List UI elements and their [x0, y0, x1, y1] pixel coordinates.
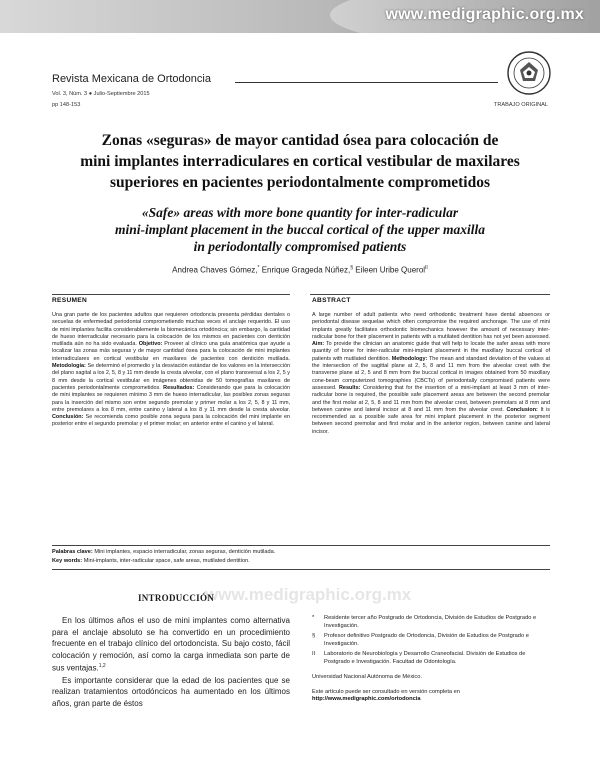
abstract-aim-label: Aim: — [312, 341, 325, 348]
intro-p1-refs: 1,2 — [98, 663, 106, 670]
banner-url[interactable]: www.medigraphic.org.mx — [385, 6, 584, 23]
author-mark: § — [350, 265, 353, 271]
resumen-conclusion-label: Conclusión: — [52, 414, 84, 421]
author-name: Andrea Chaves Gómez, — [172, 265, 258, 275]
author-name: Eileen Uribe Querol — [355, 265, 426, 275]
resumen-results-label: Resultados: — [163, 384, 195, 391]
keywords-top-rule — [52, 545, 550, 546]
keywords-bottom-rule — [52, 569, 550, 570]
author-mark: * — [257, 265, 260, 271]
resumen-text — [52, 312, 290, 429]
keywords-es — [52, 549, 275, 555]
abstract-top-rule — [310, 294, 550, 295]
abstract-conclusion-label: Conclusion: — [506, 406, 538, 413]
title-spanish — [52, 130, 548, 193]
affiliation-mark: § — [312, 633, 316, 640]
online-text: Este artículo puede ser consultado en versión completa en — [312, 688, 460, 695]
abstract-method-label: Methodology: — [391, 355, 428, 362]
keywords-en — [52, 558, 250, 564]
resumen-method: Se determinó el promedio y la desviación estándar de los valores en la intersección del plano sagital a los 2, 5, 8 y 11 mm desde la cresta alveolar, con el plano transversal a los 2, 5 y 8 mm desde la cortical vestibular en imágenes obtenidas de 50 tomografías maxilares de pacientes periodontalmente comprometidos. — [52, 363, 291, 391]
affiliation-item — [312, 651, 550, 667]
resumen-heading: RESUMEN — [52, 297, 88, 304]
page-range: pp 148-153 — [52, 102, 81, 108]
introduccion-heading: INTRODUCCIÓN — [137, 593, 215, 603]
university: Universidad Nacional Autónoma de México. — [312, 673, 423, 680]
keywords-en-text: Mini-implants, inter-radicular space, safe areas, mutilated dentition. — [83, 558, 250, 564]
abstract-aim: To provide the clinician an anatomic guide that will help to locate the safer areas with more quantity of bone for inter-radicular mini-implant placement in the maxillary buccal cortical of patients with mutilated dentition. — [312, 341, 550, 362]
keywords-es-label: Palabras clave: — [52, 549, 93, 555]
title-en-line: in periodontally compromised patients — [193, 239, 407, 254]
intro-p1: En los últimos años el uso de mini implantes como alternativa para el anclaje absoluto se ha convertido en un procedimiento frecuente en el trabajo clínico del ortodoncista. Su bajo costo, fácil colocación y remoción, así como la carga inmediata son parte de sus ventajas. — [52, 616, 290, 674]
resumen-conclusion: Se recomienda como posible zona segura para la colocación del mini implante en posterior entre el segundo premolar y el primer molar; en anterior entre el canino y el lateral. — [52, 414, 290, 428]
resumen-method-label: Metodología: — [52, 363, 86, 370]
keywords-en-label: Key words: — [52, 558, 83, 564]
title-en-line: mini-implant placement in the buccal cortical of the upper maxilla — [114, 222, 486, 237]
watermark: www.medigraphic.org.mx — [205, 585, 412, 604]
resumen-top-rule — [52, 294, 290, 295]
title-es-line: superiores en pacientes periodontalmente comprometidos — [110, 174, 490, 191]
affiliation-text: Profesor definitivo Postgrado de Ortodoncia, División de Estudios de Postgrado e Investigación. — [324, 633, 529, 647]
journal-name: Revista Mexicana de Ortodoncia — [52, 73, 211, 85]
author-name: Enrique Grageda Núñez, — [261, 265, 351, 275]
title-es-line: mini implantes interradiculares en cortical vestibular de maxilares — [80, 153, 520, 170]
keywords-es-text: Mini implantes, espacio interradicular, zonas seguras, dentición mutilada. — [94, 549, 276, 555]
resumen-results: Considerando que para la colocación de mini implantes se requieren mínimo 3 mm de hueso interradicular, las posibles zonas seguras para la inserción del mismo son entre segundo premolar y primer molar a los 2, 5, 8 y 11 mm, entre premolares a los 8 mm, entre canino y lateral a los 8 y 11 mm desde la cresta alveolar. — [52, 384, 291, 413]
affiliation-item — [312, 633, 550, 649]
intro-paragraph — [52, 615, 290, 675]
online-note — [312, 689, 550, 705]
affiliation-text: Residente tercer año Postgrado de Ortodoncia, División de Estudios de Postgrado e Investigación. — [324, 615, 537, 629]
volume-info — [52, 91, 150, 97]
volume: Vol. 3, Núm. 3 — [52, 91, 88, 97]
affiliations — [312, 615, 550, 704]
affiliation-mark: II — [312, 651, 316, 658]
abstract-conclusion: It is recommended as a possible safe area for mini implant placement in the posterior segment between second premolar and first molar and in the anterior region, between canine and lateral incisor. — [312, 406, 550, 435]
author-list — [52, 265, 548, 275]
intro-paragraph — [52, 675, 290, 710]
resumen-intro: Una gran parte de los pacientes adultos que requieren ortodoncia presenta pérdidas dentales o secuelas de enfermedad periodontal comprometiendo muchas veces el anclaje requerido. El uso de mini implantes facilita considerablemente la biomecánica ortodóncica; sin embargo, la cantidad de hueso interradicular necesario para la colocación de los mismos en pacientes con dentición mutilada aún no ha sido evaluada. — [52, 312, 290, 348]
title-english — [52, 204, 548, 255]
online-url[interactable]: http://www.medigraphic.com/ortodoncia — [312, 696, 421, 703]
article-type: TRABAJO ORIGINAL — [493, 102, 548, 108]
affiliation-item — [312, 615, 550, 631]
intro-p2: Es importante considerar que la edad de los pacientes que se realizan tratamientos ortodóncicos ha aumentado en los últimos años, gran parte de éstos — [52, 675, 290, 708]
abstract-method: The mean and standard deviation of the values at the intersection of the sagittal plane at 2, 5, 8 and 11 mm from the alveolar crest with the transverse plane at 2, 5 and 8 mm from the buccal cortical in images obtained from 50 maxillary cone-beam computerized tomographies (CBCTs) of periodontally compromised patients were assessed. — [312, 355, 550, 391]
title-es-line: Zonas «seguras» de mayor cantidad ósea para colocación de — [101, 132, 499, 149]
resumen-objective-label: Objetivo: — [138, 341, 163, 348]
introduccion-body — [52, 615, 290, 709]
affiliation-text: Laboratorio de Neurobiología y Desarrollo Craneofacial. División de Estudios de Postgrado e Investigación. Facultad de Odontología. — [324, 651, 526, 665]
resumen-objective: Proveer al clínico una guía anatómica que ayude a localizar las zonas más seguras y de mayor cantidad ósea para la colocación de mini implantes interradiculares en cortical vestibular en maxilares de pacientes con dentición mutilada. — [52, 341, 290, 362]
abstract-intro: A large number of adult patients who need orthodontic treatment have dental absences or periodontal disease sequelae which often compromise the required anchorage. The use of mini implants greatly facilitates orthodontic biomechanics however the amount of necessary inter-radicular bone for their placement in patients with a mutilated dentition has not yet been assessed. — [312, 312, 550, 340]
author-mark: II — [425, 265, 428, 271]
abstract-heading: ABSTRACT — [312, 297, 351, 304]
bullet-icon: ● — [88, 91, 94, 97]
abstract-results: Considering that for the insertion of a mini-implant at least 3 mm of inter-radicular bone is required, the possible safe placement areas are between the second premolar and the first molar at 2, 5, 8 and 11 mm from the alveolar crest, between premolars at 8 mm and between canine and lateral incisor at 8 and 11 mm from the alveolar crest. — [312, 384, 551, 413]
site-banner — [0, 0, 600, 33]
title-en-line: «Safe» areas with more bone quantity for inter-radicular — [141, 205, 459, 220]
affiliation-mark: * — [312, 615, 315, 621]
unam-seal-icon — [506, 50, 552, 96]
abstract-results-label: Results: — [339, 384, 361, 391]
journal-rule — [235, 82, 498, 83]
abstract-text — [312, 312, 550, 436]
period: Julio-Septiembre 2015 — [93, 91, 150, 97]
